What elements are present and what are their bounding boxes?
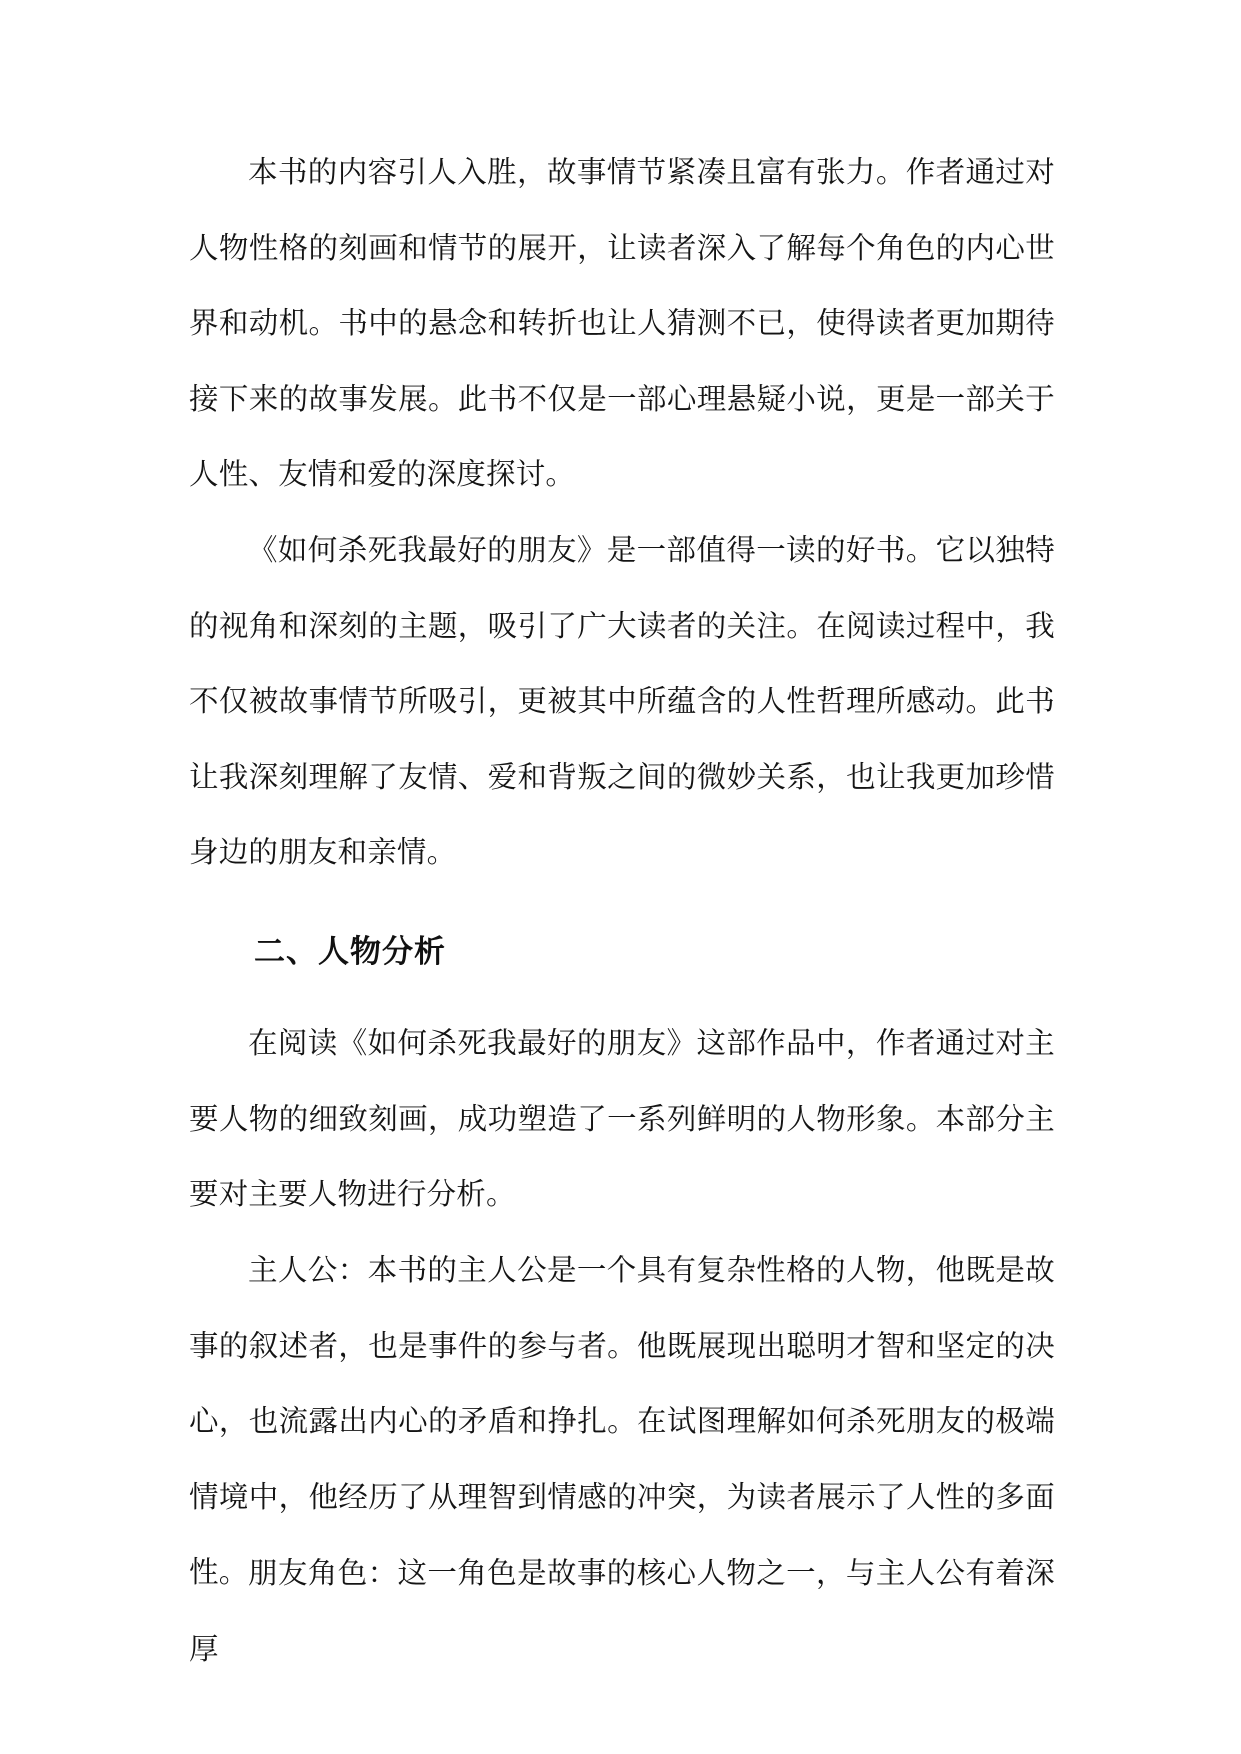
section-heading-character-analysis: 二、人物分析 (254, 934, 446, 970)
paragraph-friend-character: 朋友角色：这一角色是故事的核心人物之一，与主人公有着深厚 (189, 1556, 1055, 1666)
paragraph-book-content-review: 本书的内容引人入胜，故事情节紧凑且富有张力。作者通过对人物性格的刻画和情节的展开，让读者深入了解每个角色的内心世界和动机。书中的悬念和转折也让人猜测不已，使得读者更加期待接下来的故事发展。此书不仅是一部心理悬疑小说，更是一部关于人性、友情和爱的深度探讨。 (189, 155, 1055, 491)
paragraph-protagonist: 主人公：本书的主人公是一个具有复杂性格的人物，他既是故事的叙述者，也是事件的参与者。他既展现出聪明才智和坚定的决心，也流露出内心的矛盾和挣扎。在试图理解如何杀死朋友的极端情境中，他经历了从理智到情感的冲突，为读者展示了人性的多面性。 (189, 1253, 1055, 1589)
paragraph-character-analysis-intro: 在阅读《如何杀死我最好的朋友》这部作品中，作者通过对主要人物的细致刻画，成功塑造了一系列鲜明的人物形象。本部分主要对主要人物进行分析。 (189, 1026, 1055, 1211)
paragraph-book-recommendation: 《如何杀死我最好的朋友》是一部值得一读的好书。它以独特的视角和深刻的主题，吸引了广大读者的关注。在阅读过程中，我不仅被故事情节所吸引，更被其中所蕴含的人性哲理所感动。此书让我深刻理解了友情、爱和背叛之间的微妙关系，也让我更加珍惜身边的朋友和亲情。 (189, 533, 1055, 869)
